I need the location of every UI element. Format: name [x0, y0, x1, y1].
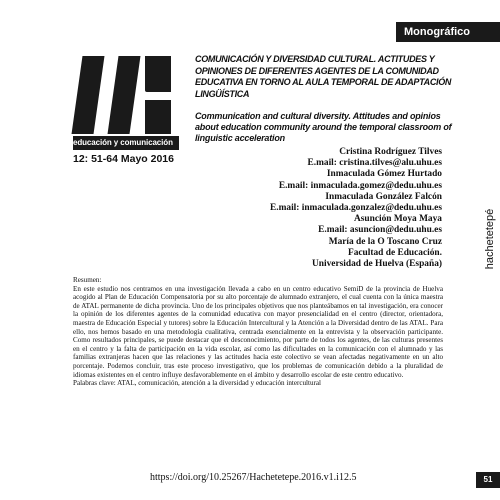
author-block [270, 147, 442, 270]
author-email: E.mail: inmaculada.gomez@dedu.uhu.es [278, 180, 442, 191]
author-email: E.mail: cristina.tilves@alu.uhu.es [307, 158, 442, 169]
author-name: Asunción Moya Maya [353, 214, 442, 225]
article-title-en: Communication and cultural diversity. Attitudes and opinios about education community around the temporal classroom of linguistic acceleration [195, 111, 452, 143]
keywords: Palabras clave: ATAL, comunicación, atención a la diversidad y educación intercultural [73, 379, 322, 388]
affiliation: Facultad de Educación. [347, 247, 442, 258]
logo-bar [145, 100, 171, 134]
author-name: Inmaculada González Falcón [325, 191, 442, 202]
side-journal-label [483, 183, 497, 298]
section-label: Monográfico [396, 22, 500, 42]
author-name: María de la O Toscano Cruz [328, 236, 442, 247]
logo-text: educación y comunicación [73, 138, 173, 147]
author-email: E.mail: inmaculada.gonzalez@dedu.uhu.es [269, 203, 442, 214]
logo-bar [72, 56, 105, 134]
abstract-body: En este estudio nos centramos en una investigación llevada a cabo en un centro educativo SemiD de la provincia de Huelva acogido al Plan de Educación Compensatoria por su alto porcentaje de alumnado extranjero, el cual cuenta con la única maestra de ATAL permanente de dicha provincia. Uno de los principales objetivos que nos planteábamos en tal investigación, era conocer la opinión de los diferentes agentes de la comunidad educativa con mayor presencialidad en el centro (director, orientadora, maestra de Educación Especial y tutores) sobre la Educación Intercultural y la Atención a la Diversidad dentro de las ATAL. Para ello, nos hemos basado en una metodología cualitativa, centrada esencialmente en la entrevista y la observación participante. Como resultados principales, se puede destacar que el desconocimiento, por parte de todos los agentes, de las culturas presentes en el centro y la falta de participación en la vida escolar, así como las dificultades en la comunicación con el alumnado y las familias extranjeras hacen que las relaciones y las actitudes hacia este colectivo se vean afectadas negativamente en un alto porcentaje. Podemos concluir, tras este proceso investigativo, que los problemas de comunicación debido a la pluralidad de idiomas existentes en el centro influye desfavorablemente en el ámbito y desarrollo escolar de este centro educativo. [73, 284, 443, 379]
logo-bar [145, 56, 171, 92]
author-name: Inmaculada Gómez Hurtado [326, 169, 442, 180]
side-journal-label-text: hachetetepé [484, 208, 496, 270]
article-title-es: COMUNICACIÓN Y DIVERSIDAD CULTURAL. ACTITUDES Y OPINIONES DE DIFERENTES AGENTES DE LA COMUNIDAD EDUCATIVA EN TORNO AL AULA TEMPORAL DE ADAPTACIÓN LINGÜÍSTICA [195, 54, 452, 99]
doi-link[interactable]: https://doi.org/10.25267/Hachetetepe.2016.v1.i12.5 [150, 472, 357, 483]
affiliation: Universidad de Huelva (España) [312, 259, 442, 270]
journal-logo [73, 56, 183, 160]
issue-info: 12: 51-64 Mayo 2016 [73, 153, 174, 165]
author-name: Cristina Rodríguez Tilves [339, 147, 442, 157]
page-number: 51 [476, 472, 500, 488]
abstract-heading: Resumen: [73, 276, 102, 284]
abstract [73, 276, 443, 388]
logo-bar [108, 56, 141, 134]
author-email: E.mail: asuncion@dedu.uhu.es [318, 225, 442, 236]
